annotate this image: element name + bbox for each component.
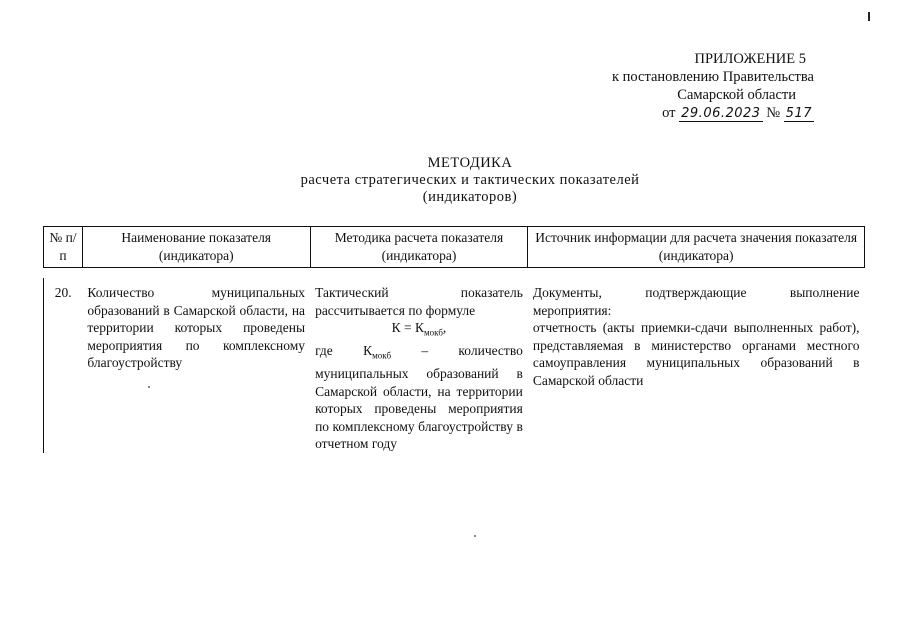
header-method: Методика расчета показателя (индикатора) xyxy=(310,227,528,268)
method-where: где К xyxy=(315,343,373,359)
indicators-table xyxy=(43,226,865,453)
scan-speck xyxy=(148,386,150,388)
formula-tail: , xyxy=(442,320,447,335)
number-prefix: № xyxy=(766,105,781,121)
appendix-title: ПРИЛОЖЕНИЕ 5 xyxy=(694,51,806,67)
header-num: № п/п xyxy=(44,227,83,268)
table-gap-row xyxy=(44,268,865,279)
formula-sub: мокб xyxy=(423,327,443,338)
method-where-sub: мокб xyxy=(372,350,392,361)
title-main: МЕТОДИКА xyxy=(427,155,513,171)
formula-lhs: К = К xyxy=(391,320,424,335)
row-source xyxy=(528,278,865,453)
method-rest: – количество муниципальных образований в Самарской области, на территории которых проведены мероприятия по комплексному благоустройству в отчетном году xyxy=(315,343,523,452)
date-value: 29.06.2023 xyxy=(681,106,761,121)
appendix-doc-ref xyxy=(514,104,814,123)
source-p2: отчетность (акты приемки-сдачи выполненных работ), представляемая в министерство органами местного самоуправления муниципальных образований в Самарской области xyxy=(532,320,860,388)
method-formula xyxy=(315,319,523,342)
appendix-line3: Самарской области xyxy=(677,87,796,103)
row-name: Количество муниципальных образований в Самарской области, на территории которых проведены мероприятия по комплексному благоустройству xyxy=(87,285,306,370)
appendix-header xyxy=(514,50,814,123)
number-value: 517 xyxy=(785,106,812,121)
title-sub2: (индикаторов) xyxy=(422,189,518,205)
header-source: Источник информации для расчета значения показателя (индикатора) xyxy=(528,227,865,268)
method-intro: Тактический показатель рассчитывается по формуле xyxy=(315,285,523,318)
table-header-row xyxy=(44,227,865,268)
appendix-line2: к постановлению Правительства xyxy=(612,69,814,85)
source-p1: Документы, подтверждающие выполнение мероприятия: xyxy=(532,285,860,318)
corner-mark xyxy=(868,12,870,21)
header-name: Наименование показателя (индикатора) xyxy=(82,227,310,268)
date-prefix: от xyxy=(662,105,676,121)
table-row xyxy=(44,278,865,453)
scan-speck xyxy=(474,535,476,537)
row-method xyxy=(310,278,528,453)
document-title xyxy=(232,155,708,206)
row-num: 20. xyxy=(44,278,83,453)
title-sub1: расчета стратегических и тактических показателей xyxy=(300,172,640,188)
